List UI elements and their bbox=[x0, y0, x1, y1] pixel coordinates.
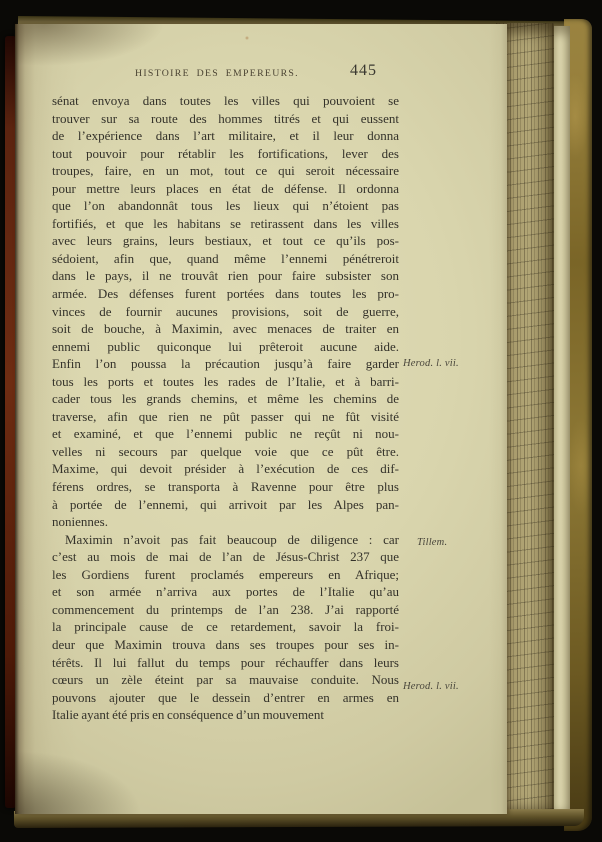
text-line: trouver sur sa route des hommes titrés et qui eussent bbox=[52, 110, 399, 126]
text-line: et son armée n’arriva aux portes de l’Italie qu’au bbox=[52, 584, 399, 600]
text-line: vinces de fournir aucunes provisions, soit de guerre, bbox=[52, 303, 399, 319]
text-line: cœurs un zèle éteint par sa mauvaise conduite. Nous bbox=[52, 672, 399, 688]
text-line: Italie ayant été pris en conséquence d’un mouvement bbox=[52, 707, 324, 723]
text-line: pouvons ajouter que le dessein d’entrer en armes en bbox=[52, 689, 399, 705]
margin-note-herodian-1: Herod. l. vii. bbox=[403, 358, 459, 369]
text-line: les Gordiens furent proclamés empereurs en Afrique; bbox=[52, 566, 399, 582]
text-line: Maximin n’avoit pas fait beaucoup de diligence : car bbox=[65, 531, 399, 547]
text-line: ennemi public quiconque lui prêteroit aucune aide. bbox=[52, 338, 399, 354]
text-line: de l’expérience dans l’art militaire, et il leur donna bbox=[52, 128, 399, 144]
text-line: noniennes. bbox=[52, 514, 108, 530]
text-line: térêts. Il lui fallut du temps pour réchauffer dans leurs bbox=[52, 654, 399, 670]
text-line: à portée de l’ennemi, qui arrivoit par les Alpes pan- bbox=[52, 496, 399, 512]
text-line: dans le pays, il ne trouvât rien pour faire subsister son bbox=[52, 268, 399, 284]
text-line: commencement du printemps de l’an 238. J’ai rapporté bbox=[52, 601, 399, 617]
text-line: la principale cause de ce retardement, savoir la froi- bbox=[52, 619, 399, 635]
text-line: avec leurs grains, leurs bestiaux, et tout ce qu’ils pos- bbox=[52, 233, 399, 249]
text-line: tous les ports et toutes les rades de l’Italie, et à barri- bbox=[52, 373, 399, 389]
text-line: soit de bouche, à Maximin, avec menaces de traiter en bbox=[52, 321, 399, 337]
text-line: Enfin l’on poussa la précaution jusqu’à faire garder bbox=[52, 356, 399, 372]
text-line: deur que Maximin trouva dans ses troupes pour ses in- bbox=[52, 636, 399, 652]
margin-note-tillemont: Tillem. bbox=[417, 537, 448, 548]
margin-note-herodian-2: Herod. l. vii. bbox=[403, 681, 459, 692]
text-line: tout pouvoir pour rétablir les fortifications, lever des bbox=[52, 145, 399, 161]
text-line: sédoient, afin que, quand même l’ennemi pénétreroit bbox=[52, 250, 399, 266]
text-line: c’est au mois de mai de l’an de Jésus-Christ 237 que bbox=[52, 549, 399, 565]
text-line: troupes, faire, en un mot, tout ce qui seroit nécessaire bbox=[52, 163, 399, 179]
text-line: pour mettre leurs places en état de défense. Il ordonna bbox=[52, 180, 399, 196]
text-line: sénat envoya dans toutes les villes qui pouvoient se bbox=[52, 93, 399, 108]
book-page bbox=[15, 24, 507, 814]
text-line: armée. Des défenses furent portées dans toutes les pro- bbox=[52, 286, 399, 302]
body-text bbox=[52, 92, 399, 724]
running-title: HISTOIRE DES EMPEREURS. bbox=[135, 68, 299, 79]
page-number: 445 bbox=[350, 62, 377, 79]
text-line: férens ordres, se transporta à Ravenne pour être plus bbox=[52, 479, 399, 495]
text-line: Maxime, qui devoit présider à l’exécution de ces dif- bbox=[52, 461, 399, 477]
text-line: velles ni secours par quelque voie que ce pût être. bbox=[52, 443, 399, 459]
text-line: fortifiés, et que les habitans se retirassent dans les villes bbox=[52, 215, 399, 231]
text-line: cader tous les grands chemins, et même les chemins de bbox=[52, 391, 399, 407]
text-line: que l’on abandonnât tous les lieux qui n’étoient pas bbox=[52, 198, 399, 214]
text-line: et examiné, et que l’ennemi public ne reçût ni nou- bbox=[52, 426, 399, 442]
text-line: traverse, afin que rien ne pût passer qui ne fût visité bbox=[52, 408, 399, 424]
